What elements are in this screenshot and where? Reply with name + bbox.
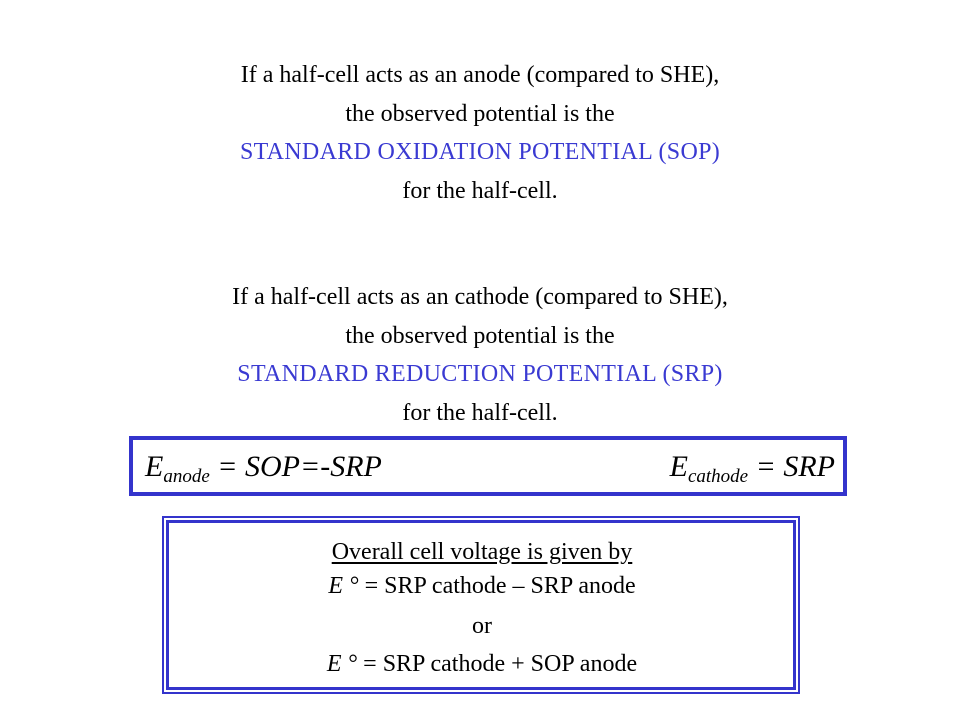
cathode-formula-symbol: E — [669, 450, 688, 483]
equation-1-symbol: E ° — [328, 573, 365, 599]
anode-formula-symbol: E — [145, 450, 164, 483]
cell-voltage-summary-box — [162, 516, 800, 694]
cathode-paragraph — [0, 278, 960, 432]
cathode-line-4: for the half-cell. — [402, 399, 558, 426]
anode-line-4: for the half-cell. — [402, 177, 558, 204]
anode-line-2: the observed potential is the — [345, 100, 615, 127]
electrode-formula-box — [129, 436, 847, 496]
summary-inner-frame — [168, 522, 794, 688]
equation-2-text: = SRP cathode + SOP anode — [363, 651, 638, 677]
voltage-equation-sop — [169, 649, 795, 679]
summary-title: Overall cell voltage is given by — [331, 539, 633, 565]
srp-definition: STANDARD REDUCTION POTENTIAL (SRP) — [237, 361, 723, 387]
cathode-subscript: cathode — [687, 466, 749, 487]
anode-formula-rest: = SOP=-SRP — [209, 450, 382, 483]
equation-2-symbol: E ° — [326, 651, 364, 677]
cathode-line-1: If a half-cell acts as an cathode (compared to SHE), — [232, 284, 728, 310]
cathode-formula-rest: = SRP — [748, 450, 835, 483]
anode-paragraph — [0, 56, 960, 210]
sop-definition: STANDARD OXIDATION POTENTIAL (SOP) — [239, 139, 721, 165]
cathode-line-2: the observed potential is the — [345, 322, 615, 349]
summary-or: or — [472, 613, 492, 639]
anode-line-1: If a half-cell acts as an anode (compared to SHE), — [240, 62, 720, 88]
anode-formula — [145, 450, 382, 494]
cathode-formula — [670, 450, 835, 494]
equation-1-text: = SRP cathode – SRP anode — [364, 573, 636, 599]
anode-subscript: anode — [163, 466, 210, 487]
voltage-equation-srp — [169, 571, 795, 601]
